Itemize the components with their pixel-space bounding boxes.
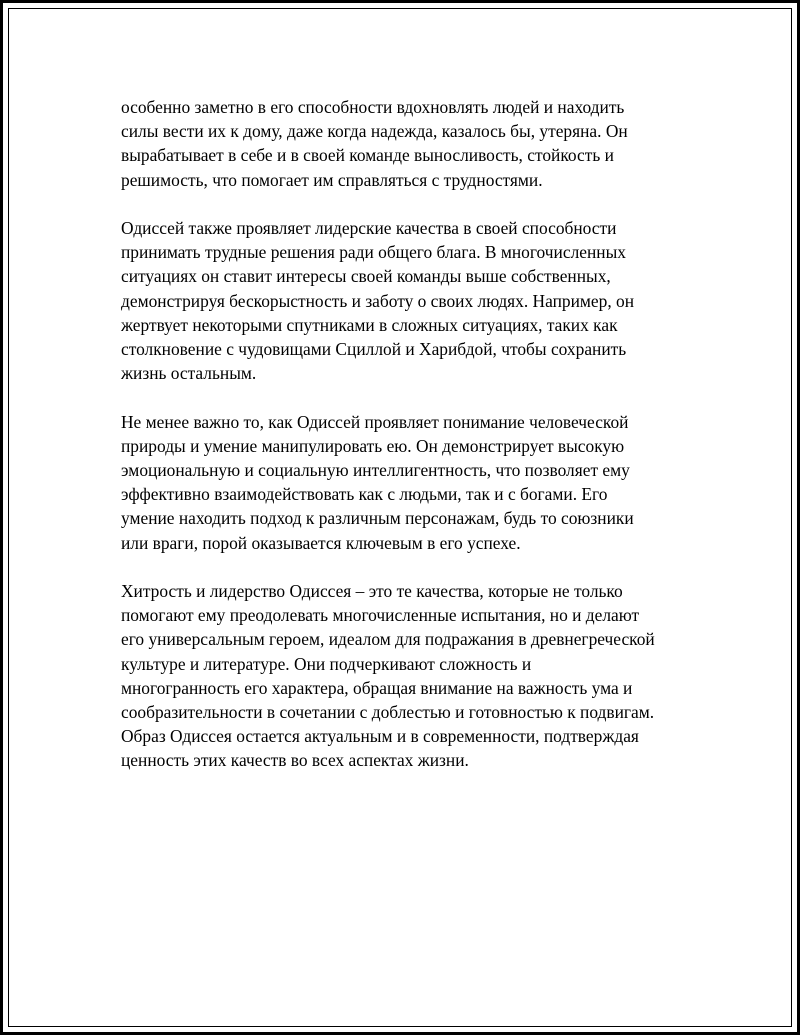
text-line: вырабатывает в себе и в своей команде выносливость, стойкость и [121,145,614,166]
text-line: ситуациях он ставит интересы своей команды выше собственных, [121,266,611,287]
text-line: силы вести их к дому, даже когда надежда, казалось бы, утеряна. Он [121,121,628,142]
text-line: демонстрируя бескорыстность и заботу о своих людях. Например, он [121,290,635,311]
text-line: Хитрость и лидерство Одиссея – это те качества, которые не только [121,581,623,602]
text-line: умение находить подход к различным персонажам, будь то союзники [121,508,634,529]
document-body [121,95,721,797]
text-line: столкновение с чудовищами Сциллой и Харибдой, чтобы сохранить [121,339,627,360]
text-line: культуре и литературе. Они подчеркивают сложность и [121,653,532,674]
paragraph-2 [121,216,721,385]
text-line: эмоциональную и социальную интеллигентность, что позволяет ему [121,460,630,481]
text-line: эффективно взаимодействовать как с людьми, так и с богами. Его [121,484,608,505]
text-line: сообразительности в сочетании с доблестью и готовностью к подвигам. [121,702,655,723]
text-line: жизнь остальным. [121,363,257,384]
text-line: жертвует некоторыми спутниками в сложных ситуациях, таких как [121,314,618,335]
text-line: помогают ему преодолевать многочисленные испытания, но и делают [121,605,640,626]
text-line: особенно заметно в его способности вдохновлять людей и находить [121,97,625,117]
text-line: Образ Одиссея остается актуальным и в современности, подтверждая [121,726,639,747]
paragraph-3 [121,410,721,555]
text-line: или враги, порой оказывается ключевым в его успехе. [121,532,521,553]
text-line: принимать трудные решения ради общего блага. В многочисленных [121,242,626,263]
text-line: Не менее важно то, как Одиссей проявляет понимание человеческой [121,411,629,432]
text-line: его универсальным героем, идеалом для подражания в древнегреческой [121,629,655,650]
text-line: ценность этих качеств во всех аспектах жизни. [121,750,469,771]
text-line: решимость, что помогает им справляться с трудностями. [121,169,543,190]
paragraph-4 [121,579,721,773]
text-line: многогранность его характера, обращая внимание на важность ума и [121,677,633,698]
text-line: природы и умение манипулировать ею. Он демонстрирует высокую [121,435,625,456]
text-line: Одиссей также проявляет лидерские качества в своей способности [121,218,617,238]
paragraph-1 [121,95,721,192]
